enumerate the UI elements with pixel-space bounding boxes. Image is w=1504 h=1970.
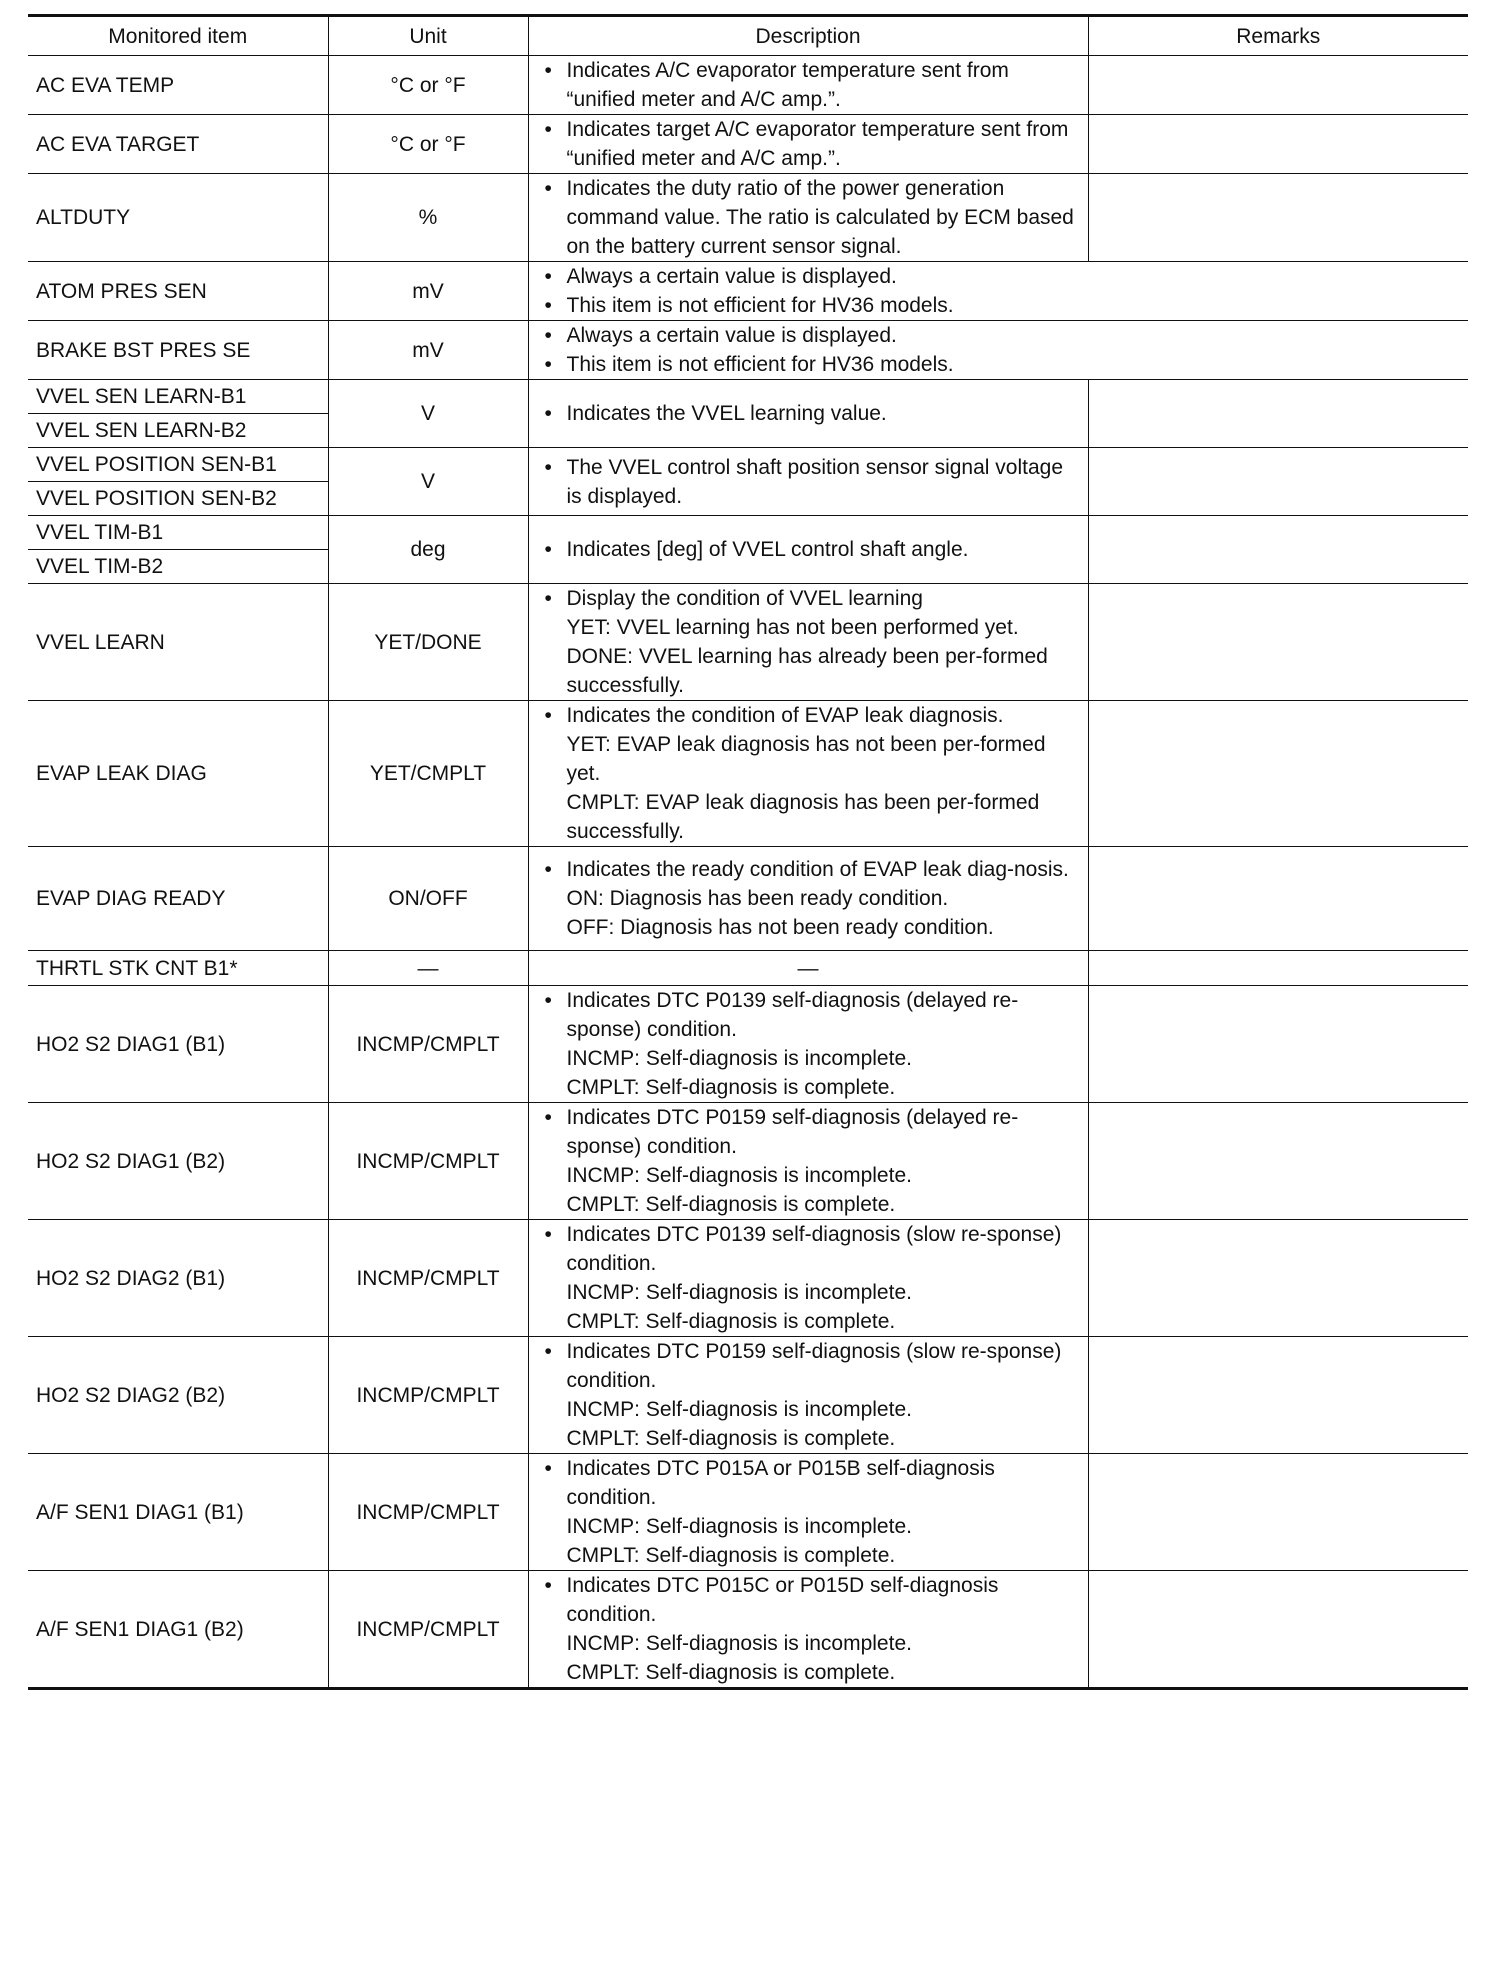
description-text: Display the condition of VVEL learning	[566, 587, 923, 610]
description-list	[537, 1571, 1080, 1687]
description-list	[537, 399, 1080, 428]
table-row	[28, 847, 1468, 951]
description-text: This item is not efficient for HV36 models.	[566, 353, 954, 376]
description-bullet	[537, 115, 1080, 173]
description-bullet	[537, 291, 1461, 320]
description-list	[537, 584, 1080, 700]
table-row	[28, 701, 1468, 847]
description-bullet	[537, 453, 1080, 511]
table-body	[28, 56, 1468, 1689]
description-list	[537, 701, 1080, 846]
description-list	[537, 1337, 1080, 1453]
description-bullet	[537, 1220, 1080, 1336]
table-row	[28, 115, 1468, 174]
description-text: Indicates DTC P0139 self-diagnosis (delayed re-sponse) condition.	[566, 989, 1019, 1041]
header-monitored-item: Monitored item	[28, 16, 328, 56]
description-list	[537, 535, 1080, 564]
description-subline: YET: EVAP leak diagnosis has not been per-formed yet.	[566, 733, 1046, 785]
monitored-item-cell: HO2 S2 DIAG1 (B2)	[28, 1103, 328, 1220]
header-unit: Unit	[328, 16, 528, 56]
description-list	[537, 986, 1080, 1102]
description-subline: ON: Diagnosis has been ready condition.	[566, 887, 949, 910]
remarks-cell	[1088, 516, 1468, 584]
description-cell	[528, 321, 1468, 380]
description-text: Indicates the ready condition of EVAP leak diag-nosis.	[566, 858, 1069, 881]
description-subline: INCMP: Self-diagnosis is incomplete.	[566, 1398, 912, 1421]
header-remarks: Remarks	[1088, 16, 1468, 56]
remarks-cell	[1088, 701, 1468, 847]
description-list	[537, 1454, 1080, 1570]
monitored-item-cell: HO2 S2 DIAG2 (B1)	[28, 1220, 328, 1337]
description-text: The VVEL control shaft position sensor signal voltage is displayed.	[566, 455, 1064, 508]
description-subline: YET: VVEL learning has not been performed yet.	[566, 616, 1019, 639]
table-row	[28, 1571, 1468, 1689]
description-cell	[528, 1337, 1088, 1454]
remarks-cell	[1088, 1571, 1468, 1689]
table-row	[28, 584, 1468, 701]
description-subline: INCMP: Self-diagnosis is incomplete.	[566, 1632, 912, 1655]
remarks-cell	[1088, 380, 1468, 448]
unit-cell: INCMP/CMPLT	[328, 1454, 528, 1571]
unit-cell: °C or °F	[328, 115, 528, 174]
description-text: Indicates DTC P0159 self-diagnosis (delayed re-sponse) condition.	[566, 1106, 1019, 1158]
unit-cell: INCMP/CMPLT	[328, 1337, 528, 1454]
table-row	[28, 1337, 1468, 1454]
description-text: Indicates A/C evaporator temperature sent from “unified meter and A/C amp.”.	[566, 59, 1009, 111]
table-row	[28, 448, 1468, 482]
description-text: Indicates target A/C evaporator temperature sent from “unified meter and A/C amp.”.	[566, 118, 1069, 170]
table-row	[28, 986, 1468, 1103]
unit-cell: INCMP/CMPLT	[328, 986, 528, 1103]
monitored-item-cell: VVEL POSITION SEN-B1	[28, 448, 328, 482]
description-bullet	[537, 56, 1080, 114]
monitored-item-cell: VVEL SEN LEARN-B1	[28, 380, 328, 414]
monitored-item-cell: A/F SEN1 DIAG1 (B2)	[28, 1571, 328, 1689]
description-cell	[528, 1220, 1088, 1337]
unit-cell: YET/CMPLT	[328, 701, 528, 847]
unit-cell: INCMP/CMPLT	[328, 1103, 528, 1220]
unit-cell: %	[328, 174, 528, 262]
description-text: Indicates DTC P0159 self-diagnosis (slow re-sponse) condition.	[566, 1340, 1062, 1392]
table-row	[28, 1220, 1468, 1337]
unit-cell: YET/DONE	[328, 584, 528, 701]
description-text: Indicates DTC P0139 self-diagnosis (slow re-sponse) condition.	[566, 1223, 1062, 1275]
description-bullet	[537, 1454, 1080, 1570]
table-row	[28, 56, 1468, 115]
monitored-item-cell: HO2 S2 DIAG2 (B2)	[28, 1337, 328, 1454]
description-cell	[528, 1103, 1088, 1220]
monitored-item-cell: THRTL STK CNT B1*	[28, 951, 328, 986]
description-text: Indicates the condition of EVAP leak diagnosis.	[566, 704, 1004, 727]
description-list	[537, 1220, 1080, 1336]
description-bullet	[537, 701, 1080, 846]
table-row	[28, 951, 1468, 986]
monitored-item-cell: VVEL SEN LEARN-B2	[28, 414, 328, 448]
description-subline: CMPLT: Self-diagnosis is complete.	[566, 1661, 896, 1684]
monitored-item-cell: HO2 S2 DIAG1 (B1)	[28, 986, 328, 1103]
remarks-cell	[1088, 986, 1468, 1103]
monitored-item-cell: VVEL LEARN	[28, 584, 328, 701]
description-cell	[528, 1571, 1088, 1689]
remarks-cell	[1088, 951, 1468, 986]
description-text: Always a certain value is displayed.	[566, 324, 897, 347]
description-text: Indicates DTC P015C or P015D self-diagnosis condition.	[566, 1574, 999, 1626]
monitored-item-cell: VVEL POSITION SEN-B2	[28, 482, 328, 516]
description-subline: CMPLT: Self-diagnosis is complete.	[566, 1193, 896, 1216]
description-text: Always a certain value is displayed.	[566, 265, 897, 288]
table-row	[28, 516, 1468, 550]
unit-cell: deg	[328, 516, 528, 584]
description-list	[537, 115, 1080, 173]
monitored-item-cell: A/F SEN1 DIAG1 (B1)	[28, 1454, 328, 1571]
description-bullet	[537, 321, 1461, 350]
description-subline: INCMP: Self-diagnosis is incomplete.	[566, 1047, 912, 1070]
description-cell	[528, 516, 1088, 584]
remarks-cell	[1088, 448, 1468, 516]
monitored-item-cell: VVEL TIM-B2	[28, 550, 328, 584]
description-text: Indicates [deg] of VVEL control shaft angle.	[566, 538, 969, 561]
description-cell: —	[528, 951, 1088, 986]
description-cell	[528, 847, 1088, 951]
remarks-cell	[1088, 1220, 1468, 1337]
description-cell	[528, 174, 1088, 262]
description-text: Indicates the VVEL learning value.	[566, 402, 887, 425]
unit-cell: —	[328, 951, 528, 986]
remarks-cell	[1088, 1103, 1468, 1220]
table-row	[28, 321, 1468, 380]
description-subline: DONE: VVEL learning has already been per-formed successfully.	[566, 645, 1048, 697]
description-text: Indicates the duty ratio of the power generation command value. The ratio is calculated by ECM based on the battery current sensor signal.	[566, 177, 1074, 258]
description-cell	[528, 380, 1088, 448]
description-bullet	[537, 174, 1080, 261]
description-bullet	[537, 350, 1461, 379]
description-cell	[528, 1454, 1088, 1571]
description-cell	[528, 448, 1088, 516]
description-subline: CMPLT: Self-diagnosis is complete.	[566, 1310, 896, 1333]
unit-cell: mV	[328, 262, 528, 321]
monitored-item-cell: ATOM PRES SEN	[28, 262, 328, 321]
header-row	[28, 16, 1468, 56]
description-bullet	[537, 1571, 1080, 1687]
monitor-item-table	[28, 14, 1468, 1690]
monitored-item-cell: EVAP LEAK DIAG	[28, 701, 328, 847]
monitored-item-cell: VVEL TIM-B1	[28, 516, 328, 550]
description-bullet	[537, 986, 1080, 1102]
description-cell	[528, 986, 1088, 1103]
description-subline: INCMP: Self-diagnosis is incomplete.	[566, 1164, 912, 1187]
remarks-cell	[1088, 1454, 1468, 1571]
description-subline: OFF: Diagnosis has not been ready condition.	[566, 916, 994, 939]
monitored-item-cell: AC EVA TEMP	[28, 56, 328, 115]
description-cell	[528, 701, 1088, 847]
description-subline: INCMP: Self-diagnosis is incomplete.	[566, 1281, 912, 1304]
unit-cell: V	[328, 380, 528, 448]
unit-cell: mV	[328, 321, 528, 380]
description-bullet	[537, 1337, 1080, 1453]
description-list	[537, 1103, 1080, 1219]
unit-cell: INCMP/CMPLT	[328, 1220, 528, 1337]
description-list	[537, 321, 1461, 379]
description-cell	[528, 262, 1468, 321]
monitored-item-cell: AC EVA TARGET	[28, 115, 328, 174]
remarks-cell	[1088, 174, 1468, 262]
description-cell	[528, 584, 1088, 701]
table-row	[28, 1103, 1468, 1220]
description-bullet	[537, 584, 1080, 700]
header-description: Description	[528, 16, 1088, 56]
description-list	[537, 56, 1080, 114]
monitored-item-cell: BRAKE BST PRES SE	[28, 321, 328, 380]
table-row	[28, 174, 1468, 262]
remarks-cell	[1088, 584, 1468, 701]
description-list	[537, 262, 1461, 320]
description-bullet	[537, 262, 1461, 291]
description-subline: CMPLT: Self-diagnosis is complete.	[566, 1544, 896, 1567]
description-text: This item is not efficient for HV36 models.	[566, 294, 954, 317]
description-text: Indicates DTC P015A or P015B self-diagnosis condition.	[566, 1457, 995, 1509]
description-subline: CMPLT: Self-diagnosis is complete.	[566, 1076, 896, 1099]
table-row	[28, 262, 1468, 321]
monitored-item-cell: ALTDUTY	[28, 174, 328, 262]
description-bullet	[537, 1103, 1080, 1219]
remarks-cell	[1088, 847, 1468, 951]
description-subline: CMPLT: Self-diagnosis is complete.	[566, 1427, 896, 1450]
unit-cell: INCMP/CMPLT	[328, 1571, 528, 1689]
description-subline: CMPLT: EVAP leak diagnosis has been per-formed successfully.	[566, 791, 1040, 843]
description-cell	[528, 115, 1088, 174]
remarks-cell	[1088, 56, 1468, 115]
description-subline: INCMP: Self-diagnosis is incomplete.	[566, 1515, 912, 1538]
unit-cell: ON/OFF	[328, 847, 528, 951]
description-list	[537, 174, 1080, 261]
table-row	[28, 1454, 1468, 1571]
unit-cell: °C or °F	[328, 56, 528, 115]
description-cell	[528, 56, 1088, 115]
description-bullet	[537, 535, 1080, 564]
unit-cell: V	[328, 448, 528, 516]
description-bullet	[537, 855, 1080, 942]
remarks-cell	[1088, 1337, 1468, 1454]
remarks-cell	[1088, 115, 1468, 174]
description-list	[537, 855, 1080, 942]
table-row	[28, 380, 1468, 414]
monitored-item-cell: EVAP DIAG READY	[28, 847, 328, 951]
description-bullet	[537, 399, 1080, 428]
description-list	[537, 453, 1080, 511]
